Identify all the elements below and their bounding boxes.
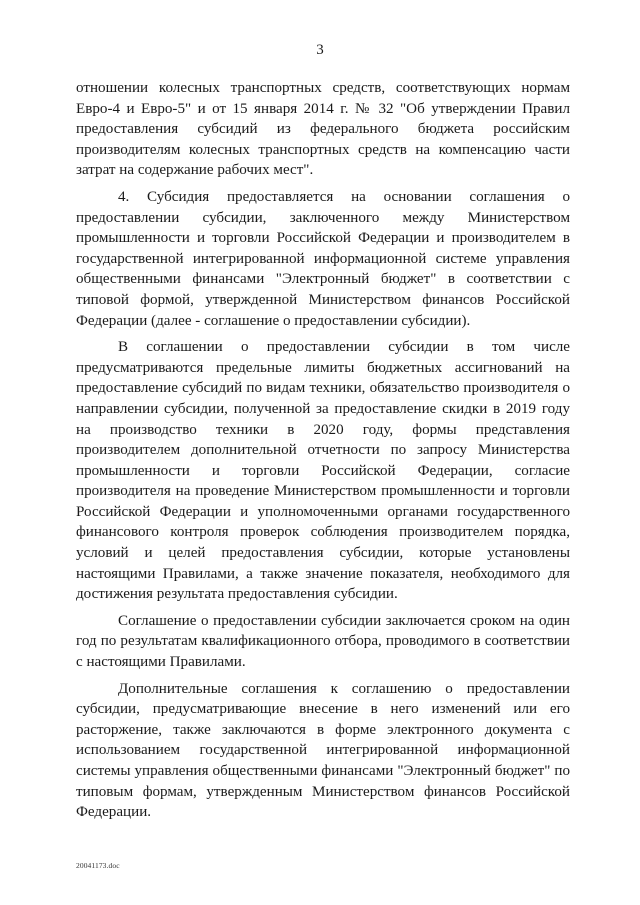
document-code: 20041173.doc [76,861,120,870]
page-number: 3 [316,42,324,58]
paragraph-additional-agreements: Дополнительные соглашения к соглашению о предоставлении субсидии, предусматривающие внесение в него изменений или его расторжение, также заключаются в форме электронного документа с использованием государственной интегрированной информационной системы управления общественными финансами "Электронный бюджет" по типовым формам, утвержденным Министерством финансов Российской Федерации. [76,680,570,821]
paragraph-item-4: 4. Субсидия предоставляется на основании соглашения о предоставлении субсидии, заключенного между Министерством промышленности и торговли Российской Федерации и производителем в государственной интегрированной информационной системе управления общественными финансами "Электронный бюджет" в соответствии с типовой формой, утвержденной Министерством финансов Российской Федерации (далее - соглашение о предоставлении субсидии). [76,188,570,329]
paragraph-agreement-terms: В соглашении о предоставлении субсидии в том числе предусматриваются предельные лимиты бюджетных ассигнований на предоставление субсидий по видам техники, обязательство производителя о направлении субсидии, полученной за предоставление скидки в 2019 году на производство техники в 2020 году, формы представления производителем дополнительной отчетности по запросу Министерства промышленности и торговли Российской Федерации, согласие производителя на проведение Министерством промышленности и торговли Российской Федерации и уполномоченными органами государственного финансового контроля проверок соблюдения производителем порядка, условий и целей предоставления субсидии, которые установлены настоящими Правилами, а также значение показателя, необходимого для достижения результата предоставления субсидии. [76,339,570,603]
document-body [76,78,570,829]
paragraph-agreement-duration: Соглашение о предоставлении субсидии заключается сроком на один год по результатам квалификационного отбора, проводимого в соответствии с настоящими Правилами. [76,612,570,671]
paragraph-continuation: отношении колесных транспортных средств, соответствующих нормам Евро-4 и Евро-5" и от 15 января 2014 г. № 32 "Об утверждении Правил предоставления субсидий из федерального бюджета российским производителям колесных транспортных средств на компенсацию части затрат на содержание рабочих мест". [76,80,570,179]
